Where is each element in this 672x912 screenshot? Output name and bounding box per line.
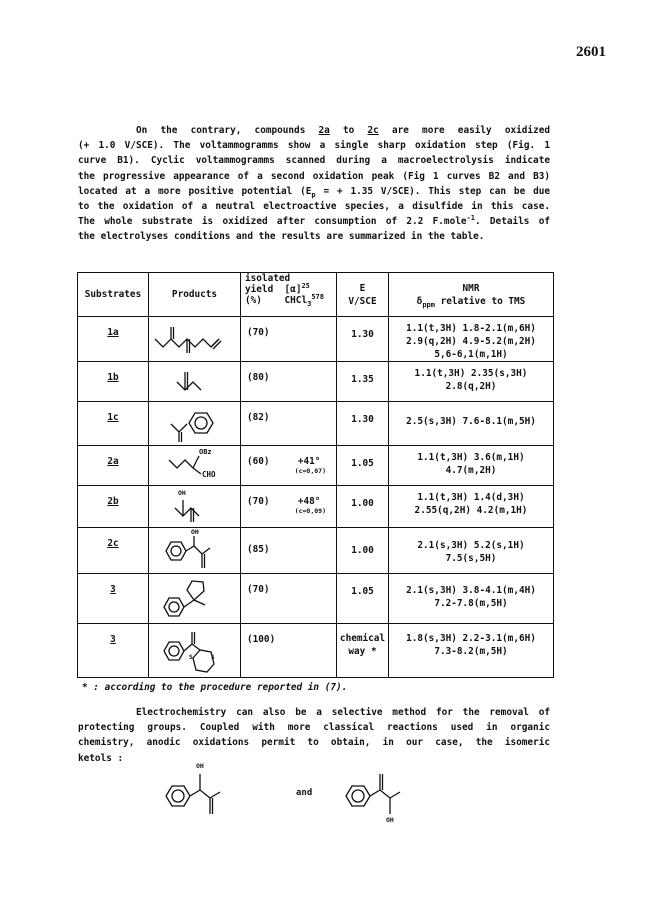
nmr-cell: 1.1(t,3H) 1.8-2.1(m,6H) 2.9(q,2H) 4.9-5.2(m,2H) 5,6-6,1(m,1H) xyxy=(389,317,554,362)
substrate-cell: 1a xyxy=(78,317,149,362)
nmr-cell: 1.1(t,3H) 3.6(m,1H) 4.7(m,2H) xyxy=(389,446,554,486)
potential-cell: 1.35 xyxy=(337,362,389,402)
obz-label: OBz xyxy=(199,448,212,456)
substrate-cell: 3 xyxy=(78,574,149,624)
oh-label: OH xyxy=(178,489,186,497)
para1-line: to the oxidation of a neutral electroactive species, a disulfide in this case. xyxy=(78,201,550,213)
table-footnote: * : according to the procedure reported in (7). xyxy=(82,682,348,693)
oh-label: OH xyxy=(191,528,199,536)
product-structure xyxy=(149,317,241,362)
table-row xyxy=(78,362,554,402)
table-header-row xyxy=(78,273,554,317)
yield-cell: (70) +48° (c=0,09) xyxy=(241,486,337,528)
nmr-cell: 1.1(t,3H) 2.35(s,3H) 2.8(q,2H) xyxy=(389,362,554,402)
results-table xyxy=(77,272,554,678)
substrate-cell: 1b xyxy=(78,362,149,402)
para2-line: ketols : xyxy=(78,752,124,764)
potential-cell: 1.30 xyxy=(337,402,389,446)
table-row xyxy=(78,317,554,362)
compound-ref: 2c xyxy=(367,125,379,136)
nmr-cell: 1.8(s,3H) 2.2-3.1(m,6H) 7.3-8.2(m,5H) xyxy=(389,624,554,678)
substrate-cell: 3 xyxy=(78,624,149,678)
table-row xyxy=(78,574,554,624)
table-row xyxy=(78,402,554,446)
potential-cell: 1.05 xyxy=(337,574,389,624)
potential-cell: 1.30 xyxy=(337,317,389,362)
substrate-cell: 1c xyxy=(78,402,149,446)
sulfur-label: S xyxy=(211,654,215,661)
para1-line: the electrolyses conditions and the results are summarized in the table. xyxy=(78,231,485,243)
header-products: Products xyxy=(149,273,241,317)
paragraph-1 xyxy=(78,123,550,245)
and-text: and xyxy=(296,788,313,798)
table-row xyxy=(78,446,554,486)
product-structure xyxy=(149,624,241,678)
compound-ref: 2a xyxy=(318,125,330,136)
yield-cell: (70) xyxy=(241,317,337,362)
para2-line: chemistry, anodic oxidations permit to obtain, in our case, the isomeric xyxy=(78,737,550,749)
nmr-cell: 2.1(s,3H) 5.2(s,1H) 7.5(s,5H) xyxy=(389,528,554,574)
substrate-cell: 2b xyxy=(78,486,149,528)
sulfur-label: S xyxy=(189,654,193,661)
para1-line: The whole substrate is oxidized after consumption of 2.2 F.mole$^{-1}$. Details of xyxy=(78,214,550,228)
potential-cell: 1.00 xyxy=(337,486,389,528)
para1-line: the progressive appearance of a second oxidation peak (Fig 1 curves B2 and B3) xyxy=(78,170,550,182)
yield-cell: (85) xyxy=(241,528,337,574)
para1-line: On the contrary, compounds 2a to 2c are more easily oxidized xyxy=(136,125,550,136)
product-structure xyxy=(149,402,241,446)
potential-cell: 1.00 xyxy=(337,528,389,574)
substrate-cell: 2a xyxy=(78,446,149,486)
table-row xyxy=(78,624,554,678)
para2-line: Electrochemistry can also be a selective method for the removal of xyxy=(136,707,550,718)
product-structure xyxy=(149,528,241,574)
header-substrates: Substrates xyxy=(78,273,149,317)
oh-label: OH xyxy=(196,762,204,770)
product-structure xyxy=(149,574,241,624)
para1-line: located at a more positive potential ($E_p$ = + 1.35 V/SCE). This step can be due xyxy=(78,185,551,199)
product-structure xyxy=(149,362,241,402)
para1-line: (+ 1.0 V/SCE). The voltammogramms show a single sharp oxidation step (Fig. 1 xyxy=(78,140,550,152)
oh-label: OH xyxy=(386,816,394,824)
yield-cell: (100) xyxy=(241,624,337,678)
header-potential: E V/SCE xyxy=(337,273,389,317)
yield-cell: (80) xyxy=(241,362,337,402)
product-structure xyxy=(149,446,241,486)
yield-cell: (70) xyxy=(241,574,337,624)
paragraph-2 xyxy=(78,705,550,766)
header-nmr: NMR $\delta_{ppm}$ relative to TMS xyxy=(389,273,554,317)
nmr-cell: 1.1(t,3H) 1.4(d,3H) 2.55(q,2H) 4.2(m,1H) xyxy=(389,486,554,528)
substrate-cell: 2c xyxy=(78,528,149,574)
para1-line: curve B1). Cyclic voltammogramms scanned during a macroelectrolysis indicate xyxy=(78,155,550,167)
product-structure xyxy=(149,486,241,528)
page-number: 2601 xyxy=(576,44,606,60)
potential-cell: chemical way * xyxy=(337,624,389,678)
para2-line: protecting groups. Coupled with more classical reactions used in organic xyxy=(78,722,550,734)
potential-cell: 1.05 xyxy=(337,446,389,486)
table-row xyxy=(78,528,554,574)
header-yield: isolated yield $[\alpha]^{25}$ (%) CHCl$_3^{578}$ xyxy=(241,273,337,317)
nmr-cell: 2.5(s,3H) 7.6-8.1(m,5H) xyxy=(389,402,554,446)
cho-label: CHO xyxy=(202,470,216,479)
nmr-cell: 2.1(s,3H) 3.8-4.1(m,4H) 7.2-7.8(m,5H) xyxy=(389,574,554,624)
table-row xyxy=(78,486,554,528)
yield-cell: (60) +41° (c=0,07) xyxy=(241,446,337,486)
yield-cell: (82) xyxy=(241,402,337,446)
